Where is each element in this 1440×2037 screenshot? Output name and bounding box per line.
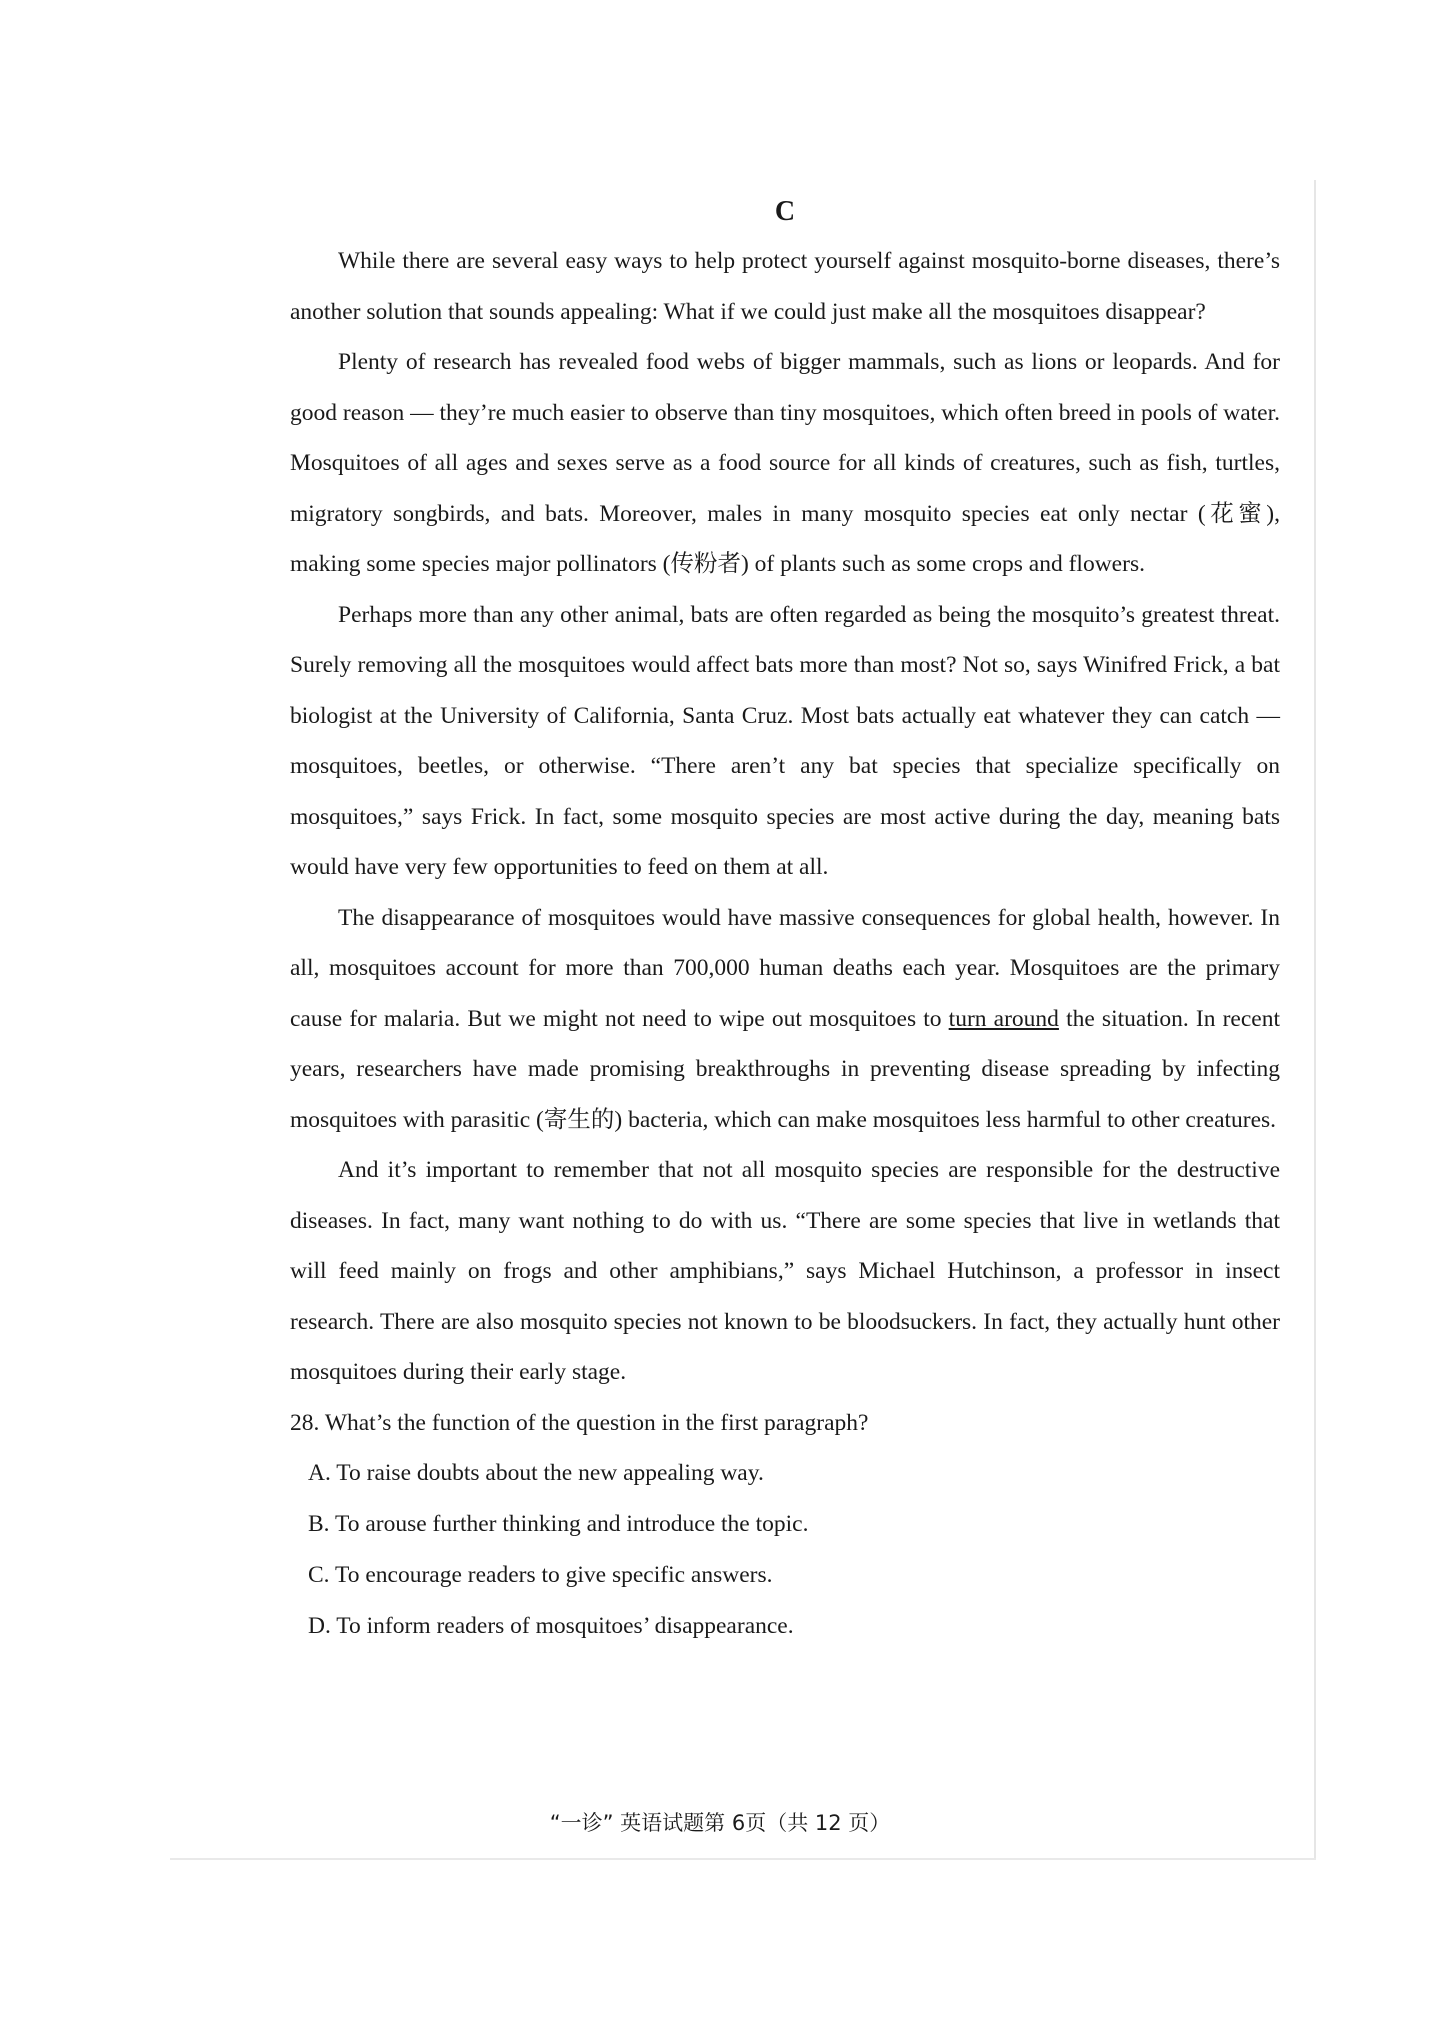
question-stem: 28. What’s the function of the question in the first paragraph? (290, 1409, 869, 1436)
option-a: A. To raise doubts about the new appealing way. (308, 1460, 764, 1486)
page-edge-bottom (170, 1858, 1316, 1860)
page-footer: “一诊” 英语试题第 6页（共 12 页） (549, 1811, 891, 1835)
section-label: C (774, 196, 796, 227)
option-b: B. To arouse further thinking and introduce the topic. (308, 1511, 809, 1537)
paragraph-1: While there are several easy ways to help protect yourself against mosquito-borne diseases, there’s another solution that sounds appealing: What if we could just make all the mosquitoes disappear? (290, 248, 1280, 325)
option-c: C. To encourage readers to give specific answers. (308, 1562, 773, 1588)
paragraph-4-text-before: The disappearance of mosquitoes would have massive consequences for global health, however. In all, mosquitoes account for more than 700,000 human deaths each year. Mosquitoes are the primary cause for malaria. But we might not need to wipe out mosquitoes to (290, 904, 1280, 1032)
paragraph-4 (290, 893, 1280, 1146)
paragraph-2: Plenty of research has revealed food webs of bigger mammals, such as lions or leopards. And for good reason — they’re much easier to observe than tiny mosquitoes, which often breed in pools of water. Mosquitoes of all ages and sexes serve as a food source for all kinds of creatures, such as fish, turtles, migratory songbirds, and bats. Moreover, males in many mosquito species eat only nectar (花蜜), making some species major pollinators (传粉者) of plants such as some crops and flowers. (290, 349, 1281, 577)
passage-content (290, 192, 1280, 1652)
paragraph-3: Perhaps more than any other animal, bats are often regarded as being the mosquito’s greatest threat. Surely removing all the mosquitoes would affect bats more than most? Not so, says Winifred Frick, a bat biologist at the University of California, Santa Cruz. Most bats actually eat whatever they can catch — mosquitoes, beetles, or otherwise. “There aren’t any bat species that specialize specifically on mosquitoes,” says Frick. In fact, some mosquito species are most active during the day, meaning bats would have very few opportunities to feed on them at all. (290, 601, 1280, 880)
page-edge-right (1314, 180, 1316, 1860)
paragraph-4-text-after: the situation. In recent years, researchers have made promising breakthroughs in preventing disease spreading by infecting mosquitoes with parasitic (寄生的) bacteria, which can make mosquitoes less harmful to other creatures. (290, 1005, 1281, 1133)
paragraph-5: And it’s important to remember that not all mosquito species are responsible for the destructive diseases. In fact, many want nothing to do with us. “There are some species that live in wetlands that will feed mainly on frogs and other amphibians,” says Michael Hutchinson, a professor in insect research. There are also mosquito species not known to be bloodsuckers. In fact, they actually hunt other mosquitoes during their early stage. (290, 1157, 1280, 1385)
option-d: D. To inform readers of mosquitoes’ disappearance. (308, 1613, 794, 1639)
underlined-phrase: turn around (948, 1005, 1059, 1032)
